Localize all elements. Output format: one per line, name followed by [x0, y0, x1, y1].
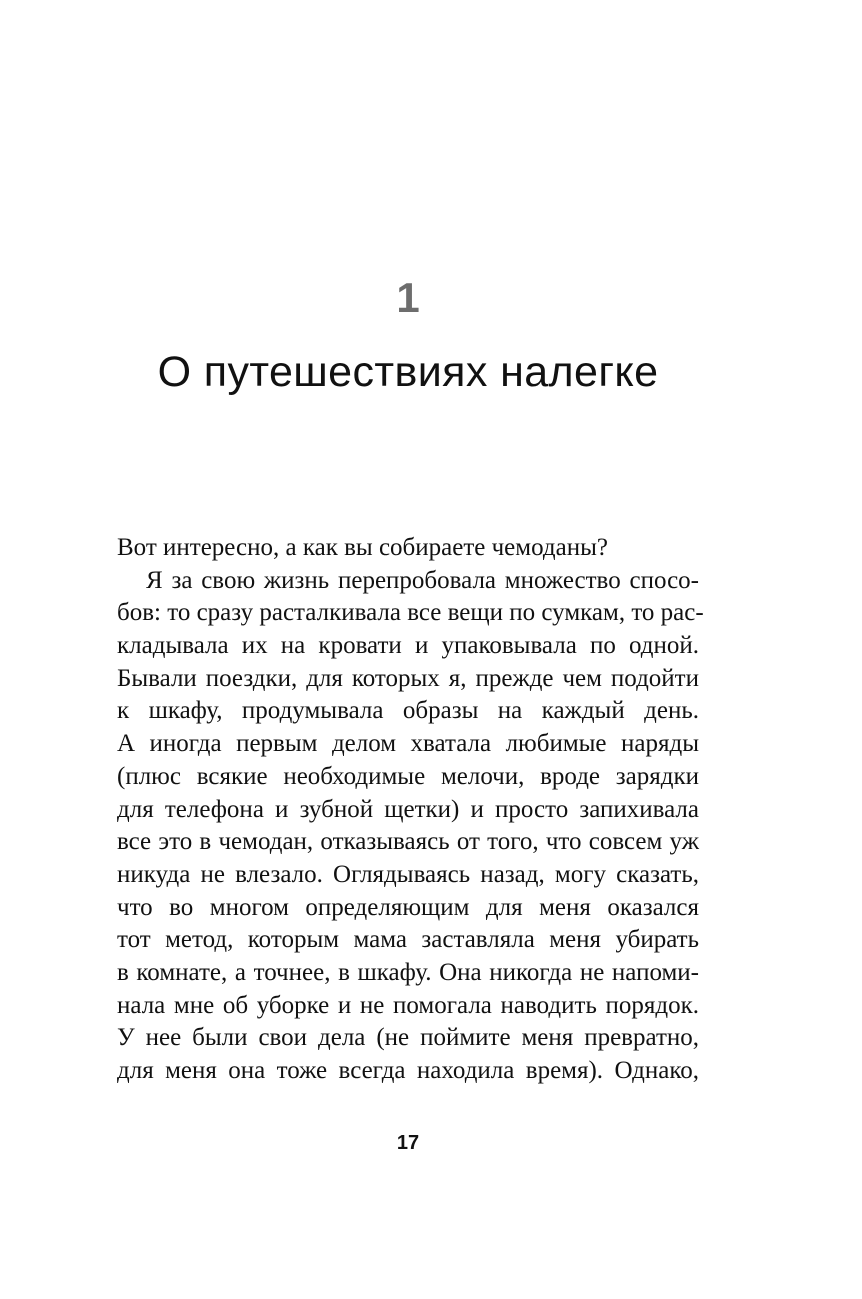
text-line: бов: то сразу расталкивала все вещи по сумкам, то рас- — [117, 599, 704, 627]
text-line: кладывала их на кровати и упаковывала по одной. — [117, 632, 699, 660]
text-line: (плюс всякие необходимые мелочи, вроде зарядки — [117, 762, 699, 790]
text-line: к шкафу, продумывала образы на каждый день. — [117, 697, 699, 725]
text-line: нала мне об уборке и не помогала наводить порядок. — [117, 991, 699, 1019]
text-line: что во многом определяющим для меня оказался — [117, 893, 699, 921]
text-line: для телефона и зубной щетки) и просто запихивала — [117, 795, 699, 823]
chapter-number: 1 — [396, 274, 420, 321]
text-line: А иногда первым делом хватала любимые наряды — [117, 730, 699, 758]
page-number: 17 — [396, 1132, 420, 1154]
text-line: для меня она тоже всегда находила время). Однако, — [117, 1057, 699, 1084]
text-line: в комнате, а точнее, в шкафу. Она никогда не напоми- — [117, 958, 699, 986]
text-line: никуда не влезало. Оглядываясь назад, могу сказать, — [117, 860, 699, 888]
text-line: Я за свою жизнь перепробовала множество спосо- — [146, 566, 699, 594]
text-line: Бывали поездки, для которых я, прежде чем подойти — [117, 664, 699, 692]
text-line: У нее были свои дела (не поймите меня превратно, — [117, 1024, 699, 1052]
text-line: тот метод, которым мама заставляла меня убирать — [117, 926, 699, 954]
text-line: все это в чемодан, отказываясь от того, что совсем уж — [117, 828, 699, 856]
text-line: Вот интересно, а как вы собираете чемоданы? — [117, 534, 608, 561]
body-text — [117, 532, 704, 1088]
chapter-title: О путешествиях налегке — [157, 348, 659, 396]
